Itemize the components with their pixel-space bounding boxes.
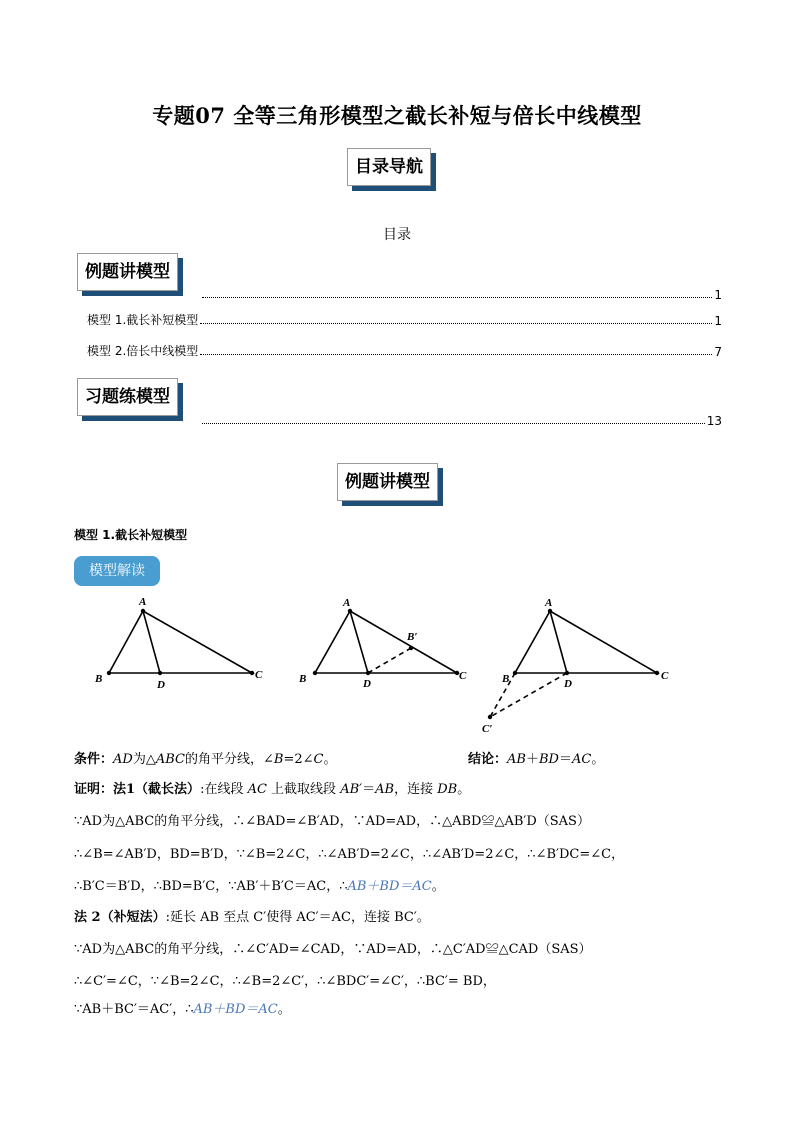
bisector-ad xyxy=(143,611,160,673)
toc-item-label: 模型 1.截长补短模型 xyxy=(87,313,199,327)
conclusion-prefix: 结论： xyxy=(468,752,508,767)
triangle-abc xyxy=(515,611,657,673)
angle-c: C xyxy=(313,752,324,767)
proof-line-6 xyxy=(74,998,291,1017)
label-d: D xyxy=(564,678,572,690)
toc-page: 7 xyxy=(714,345,722,359)
seg-ab: AB xyxy=(507,752,526,767)
figure-3 xyxy=(490,611,657,717)
text-part: 。 xyxy=(591,752,605,767)
method-1-name: 法1（截长法） xyxy=(113,782,201,797)
text-part: ＝ xyxy=(558,752,572,767)
text-part: 为△ xyxy=(132,752,156,767)
text-part: 。 xyxy=(323,752,337,767)
label-b-prime: B′ xyxy=(407,631,418,643)
toc-item-label: 模型 2.倍长中线模型 xyxy=(87,344,199,358)
triangle-abc xyxy=(315,611,457,673)
figure-1-points xyxy=(107,609,254,675)
text-part: 。 xyxy=(457,782,471,797)
toc-page: 1 xyxy=(714,314,722,328)
text-part: 上截取线段 xyxy=(266,782,341,797)
toc-leader xyxy=(200,353,712,355)
text-part: 的角平分线，∠ xyxy=(184,752,274,767)
proof-line-4: ∵AD为△ABC的角平分线，∴∠C′AD=∠CAD，∵AD=AD，∴△C′AD≌△CAD（SAS） xyxy=(74,942,592,957)
text-part: ∵AB＋BC′＝AC′，∴ xyxy=(74,1002,194,1017)
seg-bd: BD xyxy=(538,752,559,767)
toc-box-exercises[interactable]: 习题练模型 xyxy=(77,378,178,416)
seg-ac: AC xyxy=(247,782,267,797)
model-heading: 模型 1.截长补短模型 xyxy=(74,528,188,542)
label-b: B xyxy=(95,673,103,685)
seg-ab: AB xyxy=(375,782,395,797)
toc-heading: 目录 xyxy=(383,227,411,243)
proof-method-1-line xyxy=(74,778,470,797)
label-d: D xyxy=(363,678,371,690)
figure-2 xyxy=(315,611,457,673)
method-2-name: 法 2（补短法） xyxy=(74,910,166,925)
proof-line-1: ∵AD为△ABC的角平分线，∴∠BAD=∠B′AD，∵AD=AD，∴△ABD≌△AB′D（SAS） xyxy=(74,814,590,829)
model-reading-badge: 模型解读 xyxy=(74,556,160,586)
conclusion-line xyxy=(468,748,604,767)
angle-b: B xyxy=(273,752,284,767)
text-part: :在线段 xyxy=(200,782,248,797)
label-c: C xyxy=(459,670,467,682)
label-b: B xyxy=(502,673,510,685)
toc-leader xyxy=(200,322,712,324)
figure-2-points xyxy=(313,609,459,675)
toc-leader xyxy=(202,296,712,298)
seg-db: DB xyxy=(437,782,458,797)
toc-page: 13 xyxy=(706,414,722,428)
toc-box-examples[interactable]: 例题讲模型 xyxy=(77,253,178,291)
text-part: 。 xyxy=(431,879,445,894)
proof-line-2: ∴∠B=∠AB′D，BD=B′D，∵∠B=2∠C，∴∠AB′D=2∠C，∴∠AB′D=2∠C，∴∠B′DC=∠C， xyxy=(74,847,625,862)
tri-abc: ABC xyxy=(155,752,185,767)
section-box: 例题讲模型 xyxy=(337,463,438,501)
label-d: D xyxy=(157,679,165,691)
document-title: 专题07 全等三角形模型之截长补短与倍长中线模型 xyxy=(152,103,642,128)
figure-1 xyxy=(109,611,252,673)
seg-ab-prime: AB′ xyxy=(340,782,363,797)
text-part: 。 xyxy=(277,1002,291,1017)
condition-prefix: 条件： xyxy=(74,752,114,767)
proof-line-3 xyxy=(74,875,445,894)
nav-box: 目录导航 xyxy=(347,148,431,186)
text-part: ，连接 xyxy=(394,782,438,797)
toc-row-model1[interactable] xyxy=(87,311,722,328)
toc-row-examples[interactable] xyxy=(200,288,722,302)
label-a: A xyxy=(343,597,351,609)
label-a: A xyxy=(139,596,147,608)
text-part: =2∠ xyxy=(283,752,314,767)
label-c: C xyxy=(661,670,669,682)
text-part: ＝ xyxy=(362,782,376,797)
highlighted-conclusion: AB＋BD＝AC xyxy=(193,1002,278,1017)
toc-leader xyxy=(202,422,705,424)
toc-row-model2[interactable] xyxy=(87,342,722,359)
proof-method-2-line xyxy=(74,906,430,925)
toc-page: 1 xyxy=(714,288,722,302)
triangle-figures xyxy=(86,592,696,742)
seg-ac: AC xyxy=(571,752,592,767)
bisector-ad xyxy=(550,611,567,673)
proof-prefix: 证明： xyxy=(74,782,114,797)
seg-ad: AD xyxy=(113,752,133,767)
proof-line-5: ∴∠C′=∠C，∵∠B=2∠C，∴∠B=2∠C′，∴∠BDC′=∠C′，∴BC′= BD， xyxy=(74,974,496,989)
highlighted-conclusion: AB＋BD＝AC xyxy=(347,879,432,894)
text-part: ∴B′C＝B′D，∴BD=B′C，∵AB′＋B′C＝AC，∴ xyxy=(74,879,348,894)
dashed-db-prime xyxy=(368,648,411,673)
label-b: B xyxy=(299,673,307,685)
label-a: A xyxy=(545,597,553,609)
label-c: C xyxy=(255,669,263,681)
condition-line xyxy=(74,748,336,767)
text-part: :延长 AB 至点 C′使得 AC′＝AC，连接 BC′。 xyxy=(165,910,430,925)
label-c-prime: C′ xyxy=(482,723,493,735)
toc-row-exercises[interactable] xyxy=(200,414,722,428)
text-part: ＋ xyxy=(525,752,539,767)
triangle-abc xyxy=(109,611,252,673)
